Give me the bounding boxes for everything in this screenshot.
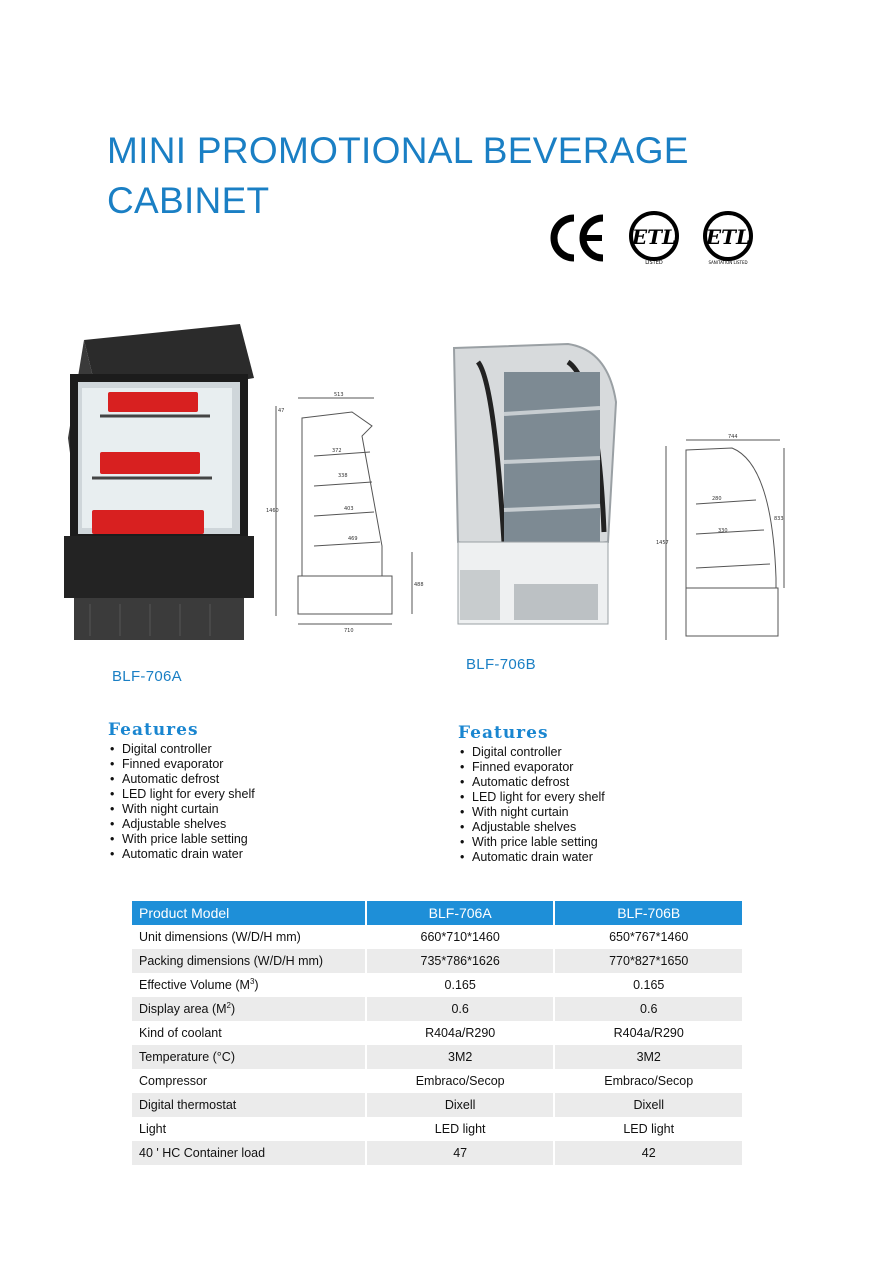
cell-value: 770*827*1650 <box>554 949 742 973</box>
feature-item: • Finned evaporator <box>460 760 574 774</box>
column-header: Product Model <box>132 901 366 925</box>
feature-item: • Adjustable shelves <box>460 820 577 834</box>
cell-value: 735*786*1626 <box>366 949 555 973</box>
technical-drawing-blf-706a <box>262 386 430 636</box>
cell-value: R404a/R290 <box>613 1026 684 1040</box>
cell-value: Dixell <box>554 1093 742 1117</box>
svg-text:833: 833 <box>774 516 784 522</box>
row-label: Digital thermostat <box>132 1093 366 1117</box>
table-row <box>132 1069 742 1093</box>
table-row <box>132 1045 742 1069</box>
product-photo-blf-706b <box>448 342 624 632</box>
svg-text:LISTED: LISTED <box>645 260 663 266</box>
row-label: Kind of coolant <box>132 1021 366 1045</box>
model-label-blf-706a: BLF-706A <box>112 668 182 685</box>
row-label: Light <box>132 1117 366 1141</box>
row-label: Temperature (°C) <box>132 1045 366 1069</box>
svg-text:330: 330 <box>718 528 728 534</box>
cell-value: 3M2 <box>366 1045 555 1069</box>
svg-text:338: 338 <box>338 473 348 479</box>
table-row <box>132 925 742 949</box>
product-photo-blf-706a <box>60 318 260 648</box>
row-label: Display area $(M^2)$ <box>132 997 366 1021</box>
svg-text:280: 280 <box>712 496 722 502</box>
features-heading: Features <box>458 723 549 743</box>
cell-value: 3M2 <box>554 1045 742 1069</box>
cell-value: 0.165 <box>366 973 555 997</box>
feature-item: • Digital controller <box>460 745 562 759</box>
cell-value: 42 <box>554 1141 742 1165</box>
svg-text:710: 710 <box>344 628 354 634</box>
cell-value: 47 <box>366 1141 555 1165</box>
feature-item: • Digital controller <box>110 742 212 756</box>
table-row <box>132 1093 742 1117</box>
feature-item: • Automatic drain water <box>110 847 243 861</box>
feature-item: • With night curtain <box>110 802 219 816</box>
svg-text:372: 372 <box>332 448 342 454</box>
column-header: BLF-706A <box>366 901 555 925</box>
row-label: Packing dimensions (W/D/H mm) <box>132 949 366 973</box>
cell-value: R404a/R290 <box>366 1021 555 1045</box>
cell-value: Embraco/Secop <box>366 1069 555 1093</box>
table-row <box>132 1117 742 1141</box>
svg-text:469: 469 <box>348 536 358 542</box>
row-label: Effective Volume $(M^3)$ <box>132 973 366 997</box>
svg-text:SANITATION LISTED: SANITATION LISTED <box>708 260 748 265</box>
table-header-row <box>132 901 742 925</box>
svg-text:744: 744 <box>728 434 738 440</box>
feature-item: • Automatic defrost <box>460 775 570 789</box>
feature-item: • LED light for every shelf <box>460 790 605 804</box>
cell-value: LED light <box>623 1122 675 1136</box>
cell-value: 660*710*1460 <box>366 925 555 949</box>
feature-item: • Finned evaporator <box>110 757 224 771</box>
svg-text:488: 488 <box>414 582 424 588</box>
cell-value: LED light <box>366 1117 555 1141</box>
column-header: BLF-706B <box>554 901 742 925</box>
features-list-blf-706b <box>458 723 688 865</box>
table-row <box>132 1021 742 1045</box>
row-label: Unit dimensions (W/D/H mm) <box>132 925 366 949</box>
table-row <box>132 997 742 1021</box>
technical-drawing-blf-706b <box>652 428 788 648</box>
cell-value: 0.6 <box>554 997 742 1021</box>
row-label: 40 ' HC Container load <box>132 1141 366 1165</box>
svg-text:1457: 1457 <box>656 540 669 546</box>
feature-item: • LED light for every shelf <box>110 787 255 801</box>
svg-text:513: 513 <box>334 392 344 398</box>
feature-item: • Adjustable shelves <box>110 817 227 831</box>
features-heading: Features <box>108 720 199 740</box>
features-list-blf-706a <box>108 720 338 862</box>
page-title: MINI PROMOTIONAL BEVERAGE CABINET <box>107 130 689 221</box>
table-row <box>132 1141 742 1165</box>
model-label-blf-706b: BLF-706B <box>466 656 536 673</box>
row-label: Compressor <box>132 1069 366 1093</box>
table-row <box>132 949 742 973</box>
svg-text:403: 403 <box>344 506 354 512</box>
feature-item: • Automatic defrost <box>110 772 220 786</box>
cell-value: 0.6 <box>366 997 555 1021</box>
etl-mark-text: ETL <box>705 225 751 249</box>
cell-value: 650*767*1460 <box>609 930 689 944</box>
etl-sanitation-icon <box>700 210 756 266</box>
svg-text:47: 47 <box>278 408 285 414</box>
etl-mark-text: ETL <box>631 225 677 249</box>
feature-item: • Automatic drain water <box>460 850 593 864</box>
feature-item: • With price lable setting <box>110 832 248 846</box>
cell-value: 0.165 <box>633 978 665 992</box>
svg-text:1460: 1460 <box>266 508 279 514</box>
table-row <box>132 973 742 997</box>
specification-table <box>132 901 742 1165</box>
etl-listed-icon <box>626 210 682 266</box>
cell-value: Dixell <box>366 1093 555 1117</box>
feature-item: • With price lable setting <box>460 835 598 849</box>
cell-value: Embraco/Secop <box>604 1074 694 1088</box>
ce-mark-icon <box>548 210 608 266</box>
feature-item: • With night curtain <box>460 805 569 819</box>
